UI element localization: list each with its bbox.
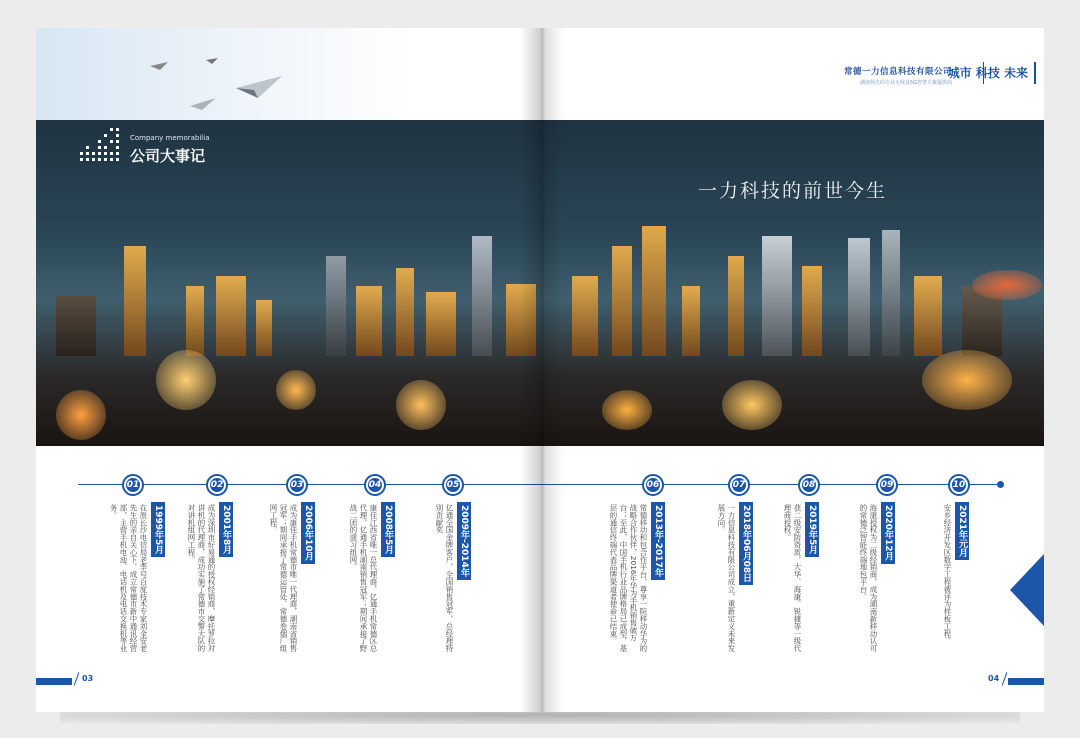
page-slash-right [1002, 672, 1008, 685]
timeline-node-04: 04 [364, 474, 386, 496]
timeline-entry-07 [716, 502, 753, 692]
dot-matrix-icon [80, 128, 122, 164]
timeline-entry-03 [268, 502, 315, 692]
slogan: 城市 科技 未来 [947, 66, 1028, 80]
paper-planes-icon [146, 40, 296, 110]
entry-text: 安乡经济开发区数字工程被评为样板工程。 [943, 504, 952, 645]
timeline-entry-10 [942, 502, 969, 692]
entry-date: 2019年5月 [805, 502, 819, 557]
entry-date: 2020年12月 [881, 502, 895, 564]
entry-text: 成为深圳市好易通的授权经销商，摩托罗拉对讲机的代理商，成功实施了常德市交警大队的对讲机组网工程。 [187, 504, 216, 652]
timeline-node-08: 08 [798, 474, 820, 496]
timeline-node-10: 10 [948, 474, 970, 496]
timeline-node-09: 09 [876, 474, 898, 496]
timeline-node-07: 07 [728, 474, 750, 496]
entry-date: 2021年元月 [955, 502, 969, 560]
entry-date: 2006年10月 [301, 502, 315, 564]
entry-date: 2008年5月 [381, 502, 395, 557]
triangle-accent-icon [1010, 554, 1044, 626]
timeline-entry-01 [108, 502, 165, 692]
timeline-entry-08 [782, 502, 819, 692]
entry-text: 亿通全国金牌客户，全国销售冠军，总经理特别贡献奖 [435, 504, 454, 652]
left-page [36, 28, 542, 712]
entry-text: 康佳江西省唯一总代理商，亿通手机常德区总代理，亿通手机湖南销售冠军；期间承接了野战二团的演习组网。 [349, 504, 378, 652]
entry-text: 海康授权为二级经销商，成为湖南新移动认可的常德泛智能终端地包平台。 [859, 504, 878, 652]
entry-date: 2009年-2014年 [457, 502, 471, 580]
timeline-node-03: 03 [286, 474, 308, 496]
entry-text: 成为康佳手机常德市唯一代理商，湖南省销售冠军；期间承接了常德运管处、常德卷烟厂组网工程。 [269, 504, 298, 652]
timeline-line-left [78, 484, 542, 485]
page-number-left: 03 [82, 674, 94, 683]
page-bar-left [36, 678, 72, 685]
slogan-end-bar [1034, 62, 1036, 84]
page-slash-left [74, 672, 80, 685]
page-number-right: 04 [988, 674, 1000, 683]
memorabilia-cn: 公司大事记 [130, 147, 206, 165]
entry-date: 2001年8月 [219, 502, 233, 557]
memorabilia-en: Company memorabilia [130, 134, 210, 142]
page-bar-right [1008, 678, 1044, 685]
company-block [844, 65, 952, 86]
timeline-entry-05 [434, 502, 471, 692]
entry-text: 一力信息科技有限公司成立，重新定义未来发展方向。 [717, 504, 736, 652]
timeline-entry-04 [348, 502, 395, 692]
timeline-node-06: 06 [642, 474, 664, 496]
entry-date: 2013年-2017年 [651, 502, 665, 580]
entry-text: 在原长沙电信局老李号百度技术专家刘金安老先生的亲自关心下，成立常德市新中通讯经营部，主营手机电池、电话机及电话交换机等业务。 [109, 504, 148, 652]
timeline-entry-02 [186, 502, 233, 692]
entry-text: 常德移动和包合作平台，尊享一院移动华为的战略合作伙伴，2016年华为手机销售破万台；至此，中国手机行业品牌格局已成型，基层的通信终端代表品牌渠道者使命已结束。 [609, 504, 648, 652]
timeline-entry-09 [858, 502, 895, 692]
city-night-photo-left [36, 120, 542, 446]
timeline-node-01: 01 [122, 474, 144, 496]
headline: 一力科技的前世今生 [698, 180, 888, 202]
company-subtitle: 湖南领先的专业无线及5G智慧方案提供商 [859, 80, 952, 86]
entry-text: 获二级安防资质，大华、海康、锐捷等一级代理商授权。 [783, 504, 802, 652]
timeline-entry-06 [608, 502, 665, 692]
company-name: 常德一力信息科技有限公司 [843, 67, 952, 77]
right-page [542, 28, 1044, 712]
timeline-line-right [542, 484, 1000, 485]
timeline-node-02: 02 [206, 474, 228, 496]
city-night-photo-right [542, 120, 1044, 446]
entry-date: 1999年5月 [151, 502, 165, 557]
entry-date: 2018年06月08日 [739, 502, 753, 585]
timeline-end-dot [997, 481, 1004, 488]
timeline-node-05: 05 [442, 474, 464, 496]
